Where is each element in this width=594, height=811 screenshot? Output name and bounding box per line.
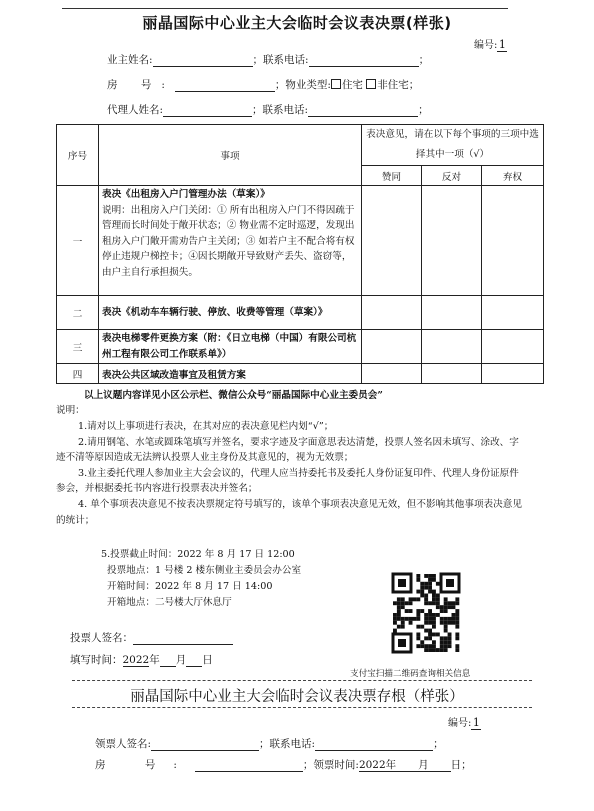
number-label: 编号: bbox=[474, 40, 498, 51]
contact-label: 联系电话: bbox=[263, 54, 309, 66]
instructions-heading: 说明： bbox=[56, 405, 85, 416]
row-title: 表决《出租房入户门管理办法（草案）》 bbox=[102, 189, 270, 200]
voter-signature-field[interactable] bbox=[133, 633, 233, 645]
residential-label: 住宅 bbox=[341, 79, 363, 91]
row-seq: 二 bbox=[57, 296, 99, 330]
contact-field[interactable] bbox=[309, 55, 419, 67]
residential-checkbox[interactable] bbox=[331, 79, 341, 89]
stub-recipient-field[interactable] bbox=[151, 739, 259, 751]
proxy-name-label: 代理人姓名: bbox=[107, 104, 164, 116]
owner-name-label: 业主姓名: bbox=[107, 54, 153, 66]
owner-name-field[interactable] bbox=[153, 55, 253, 67]
non-residential-label: 非住宅 bbox=[377, 79, 409, 91]
stub-day-field[interactable] bbox=[429, 760, 451, 772]
fill-date-label: 填写时间： bbox=[70, 654, 123, 666]
stub-room-row: 房 号: ；领票时间:2022年 月 日； bbox=[95, 759, 472, 771]
stub-recipient-label: 领票人签名: bbox=[95, 738, 152, 750]
room-label: 房 号: bbox=[107, 79, 175, 91]
instruction-item: 3.业主委托代理人参加业主大会会议的，代理人应当持委托书及委托人身份证复印件、代理人身份证原件参会，并根据委托书内容进行投票表决并签名； bbox=[56, 467, 519, 495]
stub-year-unit: 年 bbox=[385, 759, 397, 771]
stub-number-label: 编号: bbox=[448, 718, 472, 729]
top-rule bbox=[62, 8, 508, 9]
stub-number bbox=[448, 714, 481, 730]
stub-number-value: 1 bbox=[472, 716, 480, 729]
stub-title: 丽晶国际中心业主大会临时会议表决票存根（样张） bbox=[130, 689, 464, 705]
year-unit: 年 bbox=[149, 654, 160, 666]
abstain-cell[interactable] bbox=[482, 330, 544, 364]
oppose-cell[interactable] bbox=[422, 186, 482, 296]
stub-month-unit: 月 bbox=[418, 759, 429, 771]
col-matter-header: 事项 bbox=[99, 125, 362, 186]
day-unit: 日 bbox=[202, 654, 213, 666]
agree-cell[interactable] bbox=[362, 364, 422, 384]
qr-code-icon bbox=[391, 572, 461, 654]
voter-signature-row bbox=[70, 630, 233, 645]
qr-caption: 支付宝扫描二维码查询相关信息 bbox=[350, 669, 471, 679]
col-abstain-header: 弃权 bbox=[482, 166, 544, 186]
agree-cell[interactable] bbox=[362, 330, 422, 364]
row-seq: 四 bbox=[57, 364, 99, 384]
row-seq: 一 bbox=[57, 186, 99, 296]
row-title: 表决《机动车车辆行驶、停放、收费等管理（草案）》 bbox=[99, 296, 362, 330]
room-row: 房 号: ；物业类型: 住宅 非住宅； bbox=[107, 79, 420, 91]
fill-year[interactable]: 2022 bbox=[122, 654, 150, 666]
page-title: 丽晶国际中心业主大会临时会议表决票(样张) bbox=[142, 14, 452, 32]
oppose-cell[interactable] bbox=[422, 330, 482, 364]
voting-table bbox=[56, 124, 544, 384]
table-row bbox=[57, 186, 544, 296]
instruction-item: 4. 单个事项表决意见不按表决票规定符号填写的，该单个事项表决意见无效，但不影响其他事项表决意见的统计； bbox=[56, 498, 522, 526]
schedule-line: 开箱地点：二号楼大厅休息厅 bbox=[107, 597, 232, 608]
table-row bbox=[57, 364, 544, 384]
instruction-item: 2.请用钢笔、水笔或圆珠笔填写并签名，要求字迹及字面意思表达清楚，投票人签名因未填写、涂改、字迹不清等原因造成无法辨认投票人业主身份及其意见的，视为无效票； bbox=[56, 436, 519, 464]
col-oppose-header: 反对 bbox=[422, 166, 482, 186]
stub-contact-field[interactable] bbox=[315, 739, 433, 751]
stub-day-unit: 日 bbox=[450, 759, 462, 771]
voter-signature-label: 投票人签名： bbox=[70, 632, 133, 644]
cut-line-lower bbox=[72, 707, 532, 708]
fill-date-row bbox=[70, 652, 213, 667]
stub-recipient-row: 领票人签名: ；联系电话: ； bbox=[95, 738, 444, 750]
month-unit: 月 bbox=[175, 654, 187, 666]
row-seq: 三 bbox=[57, 330, 99, 364]
instructions-list bbox=[56, 419, 524, 528]
owner-name-row: 业主姓名: ；联系电话: ； bbox=[107, 54, 430, 66]
property-type-label: 物业类型: bbox=[285, 79, 331, 91]
stub-contact-label: 联系电话: bbox=[269, 738, 316, 750]
oppose-cell[interactable] bbox=[422, 296, 482, 330]
row-description: 说明：出租房入户门关闭：① 所有出租房入户门不得因疏于管理而长时间处于敞开状态；② 物业需不定时巡逻，发现出租房入户门敞开需劝告户主关闭；③ 如若户主不配合将有权停止违规户梯控卡；④因长期敞开导致财产丢失、盗窃等，由户主自行承担损失。 bbox=[102, 204, 355, 278]
col-seq-header: 序号 bbox=[57, 125, 99, 186]
table-row bbox=[57, 330, 544, 364]
schedule-line: 开箱时间：2022 年 8 月 17 日 14:00 bbox=[107, 581, 273, 592]
proxy-contact-field[interactable] bbox=[308, 105, 418, 117]
notice-text: 以上议题内容详见小区公示栏、微信公众号“丽晶国际中心业主委员会” bbox=[84, 390, 383, 401]
abstain-cell[interactable] bbox=[482, 296, 544, 330]
proxy-contact-label: 联系电话: bbox=[262, 104, 309, 116]
stub-month-field[interactable] bbox=[396, 760, 418, 772]
ballot-number bbox=[474, 36, 507, 52]
agree-cell[interactable] bbox=[362, 296, 422, 330]
agree-cell[interactable] bbox=[362, 186, 422, 296]
stub-room-label: 房 号: bbox=[95, 759, 195, 771]
proxy-row: 代理人姓名: ；联系电话: ； bbox=[107, 104, 429, 116]
fill-day-field[interactable] bbox=[186, 655, 202, 667]
proxy-name-field[interactable] bbox=[163, 105, 252, 117]
non-residential-checkbox[interactable] bbox=[366, 79, 376, 89]
abstain-cell[interactable] bbox=[482, 364, 544, 384]
col-agree-header: 赞同 bbox=[362, 166, 422, 186]
fill-month-field[interactable] bbox=[160, 655, 176, 667]
table-row bbox=[57, 296, 544, 330]
col-opinion-header: 表决意见，请在以下每个事项的三项中选择其中一项（√） bbox=[362, 125, 544, 166]
schedule-line: 投票地点：1 号楼 2 楼东侧业主委员会办公室 bbox=[107, 565, 302, 576]
stub-year[interactable]: 2022 bbox=[358, 759, 386, 771]
row-title: 表决电梯零件更换方案（附：《日立电梯（中国）有限公司杭州工程有限公司工作联系单》） bbox=[99, 330, 362, 364]
stub-room-field[interactable] bbox=[195, 760, 303, 772]
abstain-cell[interactable] bbox=[482, 186, 544, 296]
oppose-cell[interactable] bbox=[422, 364, 482, 384]
stub-date-label: 领票时间: bbox=[313, 759, 359, 771]
instruction-item: 1.请对以上事项进行表决，在其对应的表决意见栏内划“√”； bbox=[78, 421, 334, 432]
room-field[interactable] bbox=[175, 80, 275, 92]
schedule-line: 5.投票截止时间：2022 年 8 月 17 日 12:00 bbox=[101, 549, 295, 560]
row-title: 表决公共区域改造事宜及租赁方案 bbox=[99, 364, 362, 384]
number-value: 1 bbox=[498, 38, 506, 51]
cut-line bbox=[72, 680, 532, 681]
